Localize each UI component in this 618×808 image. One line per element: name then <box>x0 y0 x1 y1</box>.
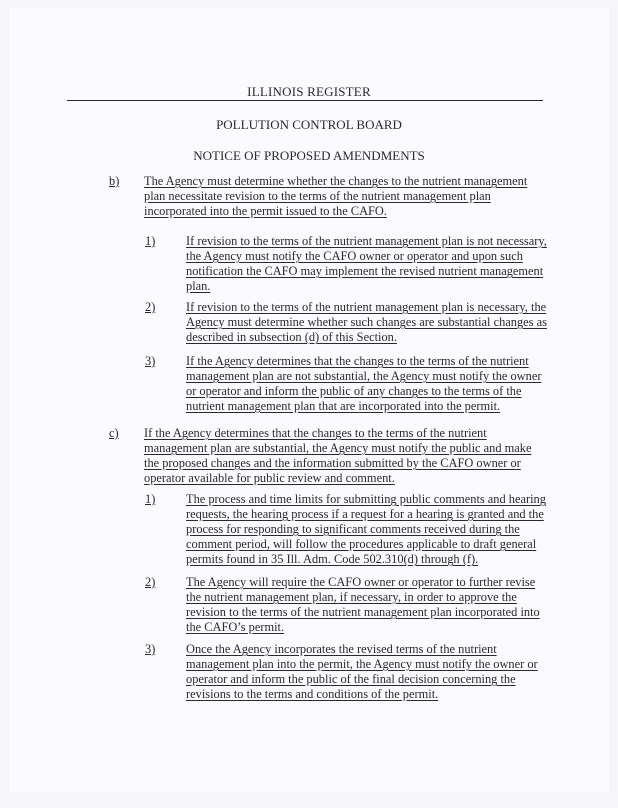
section-text: The Agency must determine whether the changes to the nutrient management plan necessitate revision to the terms of the nutrient management plan incorporated into the permit issued to the CAFO. <box>144 174 528 218</box>
section-b <box>109 174 549 224</box>
section-text: If the Agency determines that the changes to the terms of the nutrient management plan are substantial, the Agency must notify the public and make the proposed changes and the information submitted by the CAFO owner or operator available for public review and comment. <box>144 426 532 485</box>
board-name: POLLUTION CONTROL BOARD <box>216 117 402 132</box>
section-label: c) <box>109 426 119 440</box>
header-divider <box>67 100 543 101</box>
subsection-text: If the Agency determines that the changes to the terms of the nutrient management plan are not substantial, the Agency must notify the owner or operator and inform the public of any changes to the terms of the nutrient management plan that are incorporated into the permit. <box>186 354 542 413</box>
document-page <box>9 8 609 792</box>
notice-title: NOTICE OF PROPOSED AMENDMENTS <box>193 148 425 163</box>
subsection-label: 1) <box>145 492 156 506</box>
subsection-text: The process and time limits for submitting public comments and hearing requests, the hearing process if a request for a hearing is granted and the process for responding to significant comments received during the comment period, will follow the procedures applicable to draft general permits found in 35 Ill. Adm. Code 502.310(d) through (f). <box>186 492 546 566</box>
section-label: b) <box>109 174 120 188</box>
subsection-text: If revision to the terms of the nutrient management plan is necessary, the Agency must determine whether such changes are substantial changes as described in subsection (d) of this Section. <box>186 300 547 344</box>
subsection-label: 3) <box>145 642 156 656</box>
section-c <box>109 426 549 488</box>
subsection-c2 <box>145 575 549 637</box>
subsection-label: 3) <box>145 354 156 368</box>
subsection-b2 <box>145 300 549 348</box>
subsection-label: 1) <box>145 234 156 248</box>
subsection-text: The Agency will require the CAFO owner or operator to further revise the nutrient management plan, if necessary, in order to approve the revision to the terms of the nutrient management plan incorporated into the CAFO’s permit. <box>186 575 540 634</box>
subsection-label: 2) <box>145 575 156 589</box>
subsection-text: Once the Agency incorporates the revised terms of the nutrient management plan into the permit, the Agency must notify the owner or operator and inform the public of the final decision concerning the revisions to the terms and conditions of the permit. <box>186 642 538 701</box>
register-title: ILLINOIS REGISTER <box>247 84 371 99</box>
subsection-label: 2) <box>145 300 156 314</box>
subsection-text: If revision to the terms of the nutrient management plan is not necessary, the Agency must notify the CAFO owner or operator and upon such notification the CAFO may implement the revised nutrient management plan. <box>186 234 547 293</box>
subsection-c1 <box>145 492 549 572</box>
subsection-c3 <box>145 642 549 704</box>
subsection-b3 <box>145 354 549 416</box>
subsection-b1 <box>145 234 549 296</box>
